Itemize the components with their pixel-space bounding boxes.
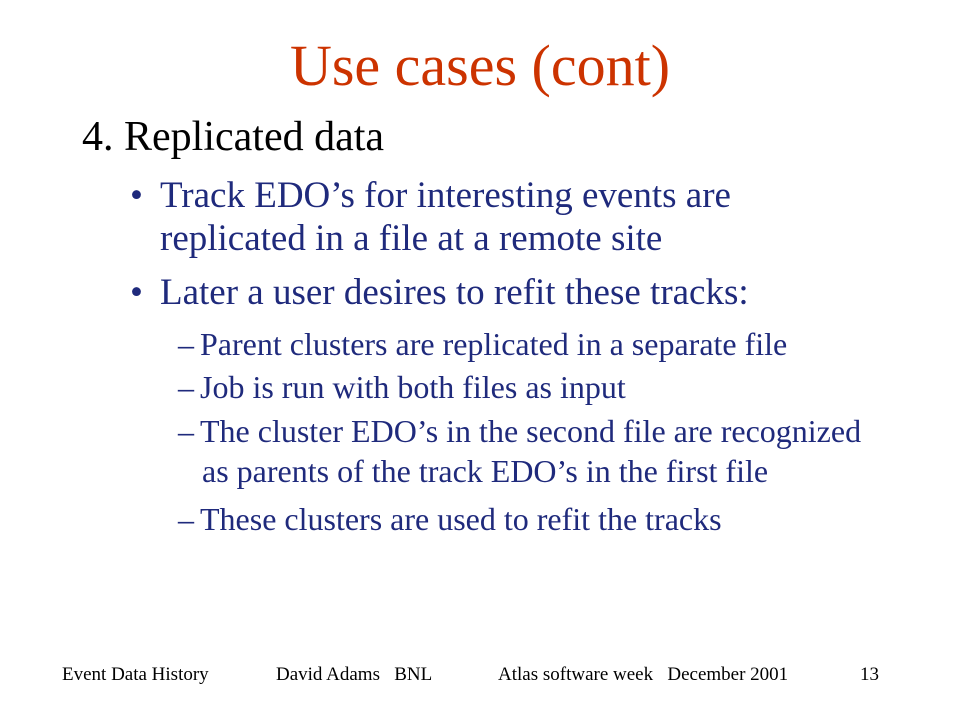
bullet-2-line-1: Later a user desires to refit these tracks: [160,272,749,313]
page-number: 13 [860,664,879,685]
footer-presentation-title: Event Data History [62,664,209,685]
bullet-1-line-2: replicated in a file at a remote site [160,218,663,259]
sub-bullet-2-line-1: Job is run with both files as input [200,369,626,405]
footer-event: Atlas software week December 2001 [498,664,789,685]
sub-bullet-marker: – [178,413,194,449]
bullet-1-line-1: Track EDO’s for interesting events are [160,175,731,216]
sub-bullet-marker: – [178,326,194,362]
bullet-marker: • [130,272,143,313]
section-heading: 4. Replicated data [82,114,385,160]
slide-title: Use cases (cont) [289,33,671,98]
sub-bullet-3-line-2: as parents of the track EDO’s in the first file [202,453,769,489]
sub-bullet-3-line-1: The cluster EDO’s in the second file are recognized [200,413,862,449]
sub-bullet-marker: – [178,369,194,405]
sub-bullet-1-line-1: Parent clusters are replicated in a separate file [200,326,788,362]
footer-author: David Adams BNL [276,664,433,685]
bullet-marker: • [130,175,143,216]
sub-bullet-4-line-1: These clusters are used to refit the tracks [200,501,722,537]
sub-bullet-marker: – [178,501,194,537]
